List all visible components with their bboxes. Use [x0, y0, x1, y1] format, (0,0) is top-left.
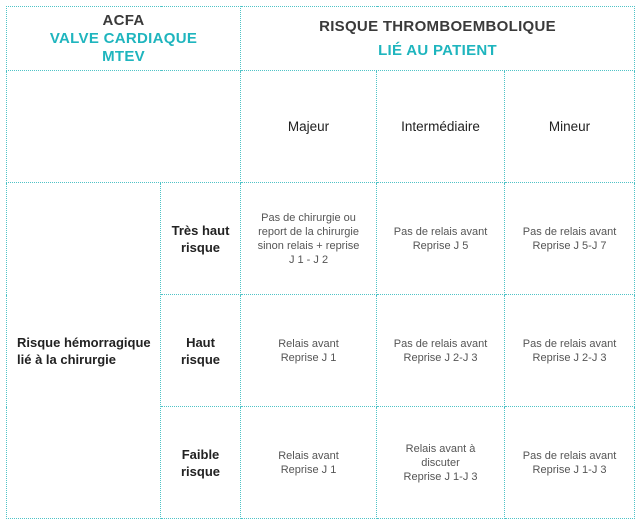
row-label-line: Haut: [186, 334, 215, 350]
risk-table: [6, 6, 635, 519]
table-cell: [241, 295, 377, 407]
cell-line: Reprise J 2-J 3: [403, 351, 478, 364]
cell-line: Pas de chirurgie ou: [261, 211, 356, 224]
table-cell: [377, 407, 505, 519]
header-right-cell: [241, 7, 635, 71]
column-header-row: [7, 71, 635, 183]
cell-line: Pas de relais avant: [522, 337, 617, 350]
table-cell: [241, 183, 377, 295]
empty-corner-cell: [7, 71, 241, 183]
column-header-intermediaire: Intermédiaire: [377, 71, 505, 183]
cell-line: Pas de relais avant: [393, 337, 488, 350]
column-header-majeur: Majeur: [241, 71, 377, 183]
table-row: [7, 183, 635, 295]
table-cell: [377, 183, 505, 295]
cell-line: Reprise J 5: [412, 239, 469, 252]
cell-line: Reprise J 5-J 7: [532, 239, 607, 252]
table-cell: [505, 183, 635, 295]
row-label-line: Faible: [181, 446, 220, 462]
table-cell: [377, 295, 505, 407]
cell-line: Reprise J 1-J 3: [403, 470, 478, 483]
header-mtev: MTEV: [102, 47, 145, 65]
cell-line: report de la chirurgie: [258, 225, 359, 238]
row-label-line: risque: [181, 463, 221, 479]
header-row: [7, 7, 635, 71]
cell-line: Pas de relais avant: [393, 225, 488, 238]
cell-line: Reprise J 2-J 3: [532, 351, 607, 364]
row-label-line: risque: [181, 239, 221, 255]
cell-line: Relais avant: [278, 337, 339, 350]
table-cell: [241, 407, 377, 519]
header-risk-subtitle: LIÉ AU PATIENT: [378, 41, 497, 59]
header-risk-title: RISQUE THROMBOEMBOLIQUE: [319, 17, 556, 35]
table-cell: [505, 295, 635, 407]
cell-line: Pas de relais avant: [522, 225, 617, 238]
cell-line: discuter: [421, 456, 460, 469]
row-label-tres-haut: [161, 183, 241, 295]
row-label-line: risque: [181, 351, 221, 367]
table-cell: [505, 407, 635, 519]
row-label-faible: [161, 407, 241, 519]
cell-line: Relais avant à: [405, 442, 476, 455]
cell-line: Pas de relais avant: [522, 449, 617, 462]
row-label-haut: [161, 295, 241, 407]
row-group-label: [7, 183, 161, 519]
cell-line: Relais avant: [278, 449, 339, 462]
cell-line: Reprise J 1-J 3: [532, 463, 607, 476]
row-label-line: Très haut: [171, 222, 230, 238]
row-group-label-line: lié à la chirurgie: [17, 351, 116, 367]
cell-line: J 1 - J 2: [288, 253, 329, 266]
cell-line: Reprise J 1: [280, 463, 337, 476]
row-group-label-line: Risque hémorragique: [17, 334, 151, 350]
header-left-cell: [7, 7, 241, 71]
cell-line: sinon relais + reprise: [257, 239, 360, 252]
column-header-mineur: Mineur: [505, 71, 635, 183]
header-acfa: ACFA: [102, 11, 145, 29]
cell-line: Reprise J 1: [280, 351, 337, 364]
header-valve: VALVE CARDIAQUE: [49, 29, 198, 47]
